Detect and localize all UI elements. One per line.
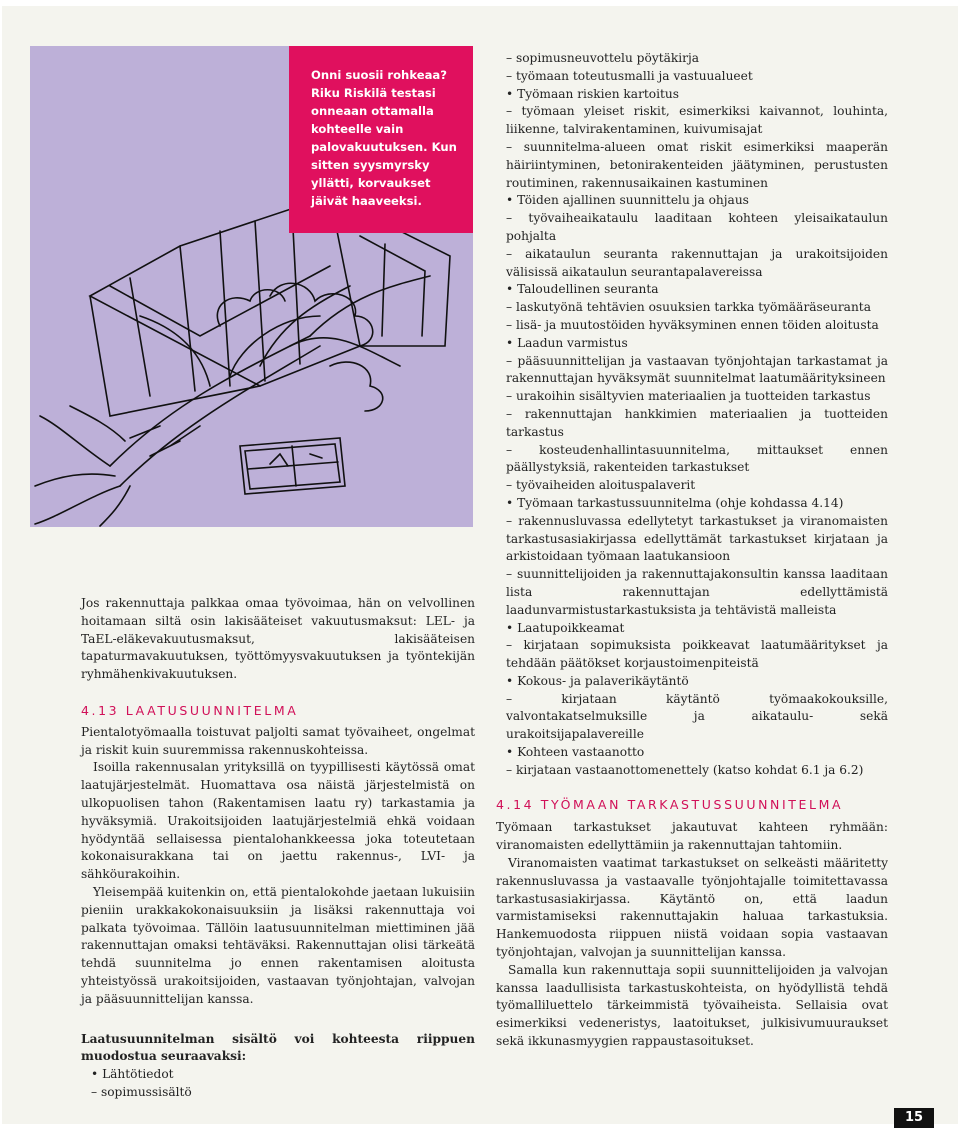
list-dash-item: – kosteudenhallintasuunnitelma, mittaukset ennen päällystyksiä, rakenteiden tarkastukset	[506, 442, 888, 475]
paragraph: Isoilla rakennusalan yrityksillä on tyypillisesti käytössä omat laatujärjestelmät. Huomattava osa näistä järjestelmistä on ulkopuolisen tahon (Rakentamisen laatu ry) tarkastamia ja hyväksymiä. Urakoitsijoiden laatujärjestelmiä ehkä voidaan hyödyntää sellaisessa pientalohankkeessa joka toteutetaan kokonaisurakkana tai on jaettu rakennus-, LVI- ja sähköurakoihin.	[81, 760, 475, 882]
list-lead: Laatusuunnitelman sisältö voi kohteesta riippuen muodostua seuraavaksi:	[81, 1031, 475, 1064]
paragraph: Yleisempää kuitenkin on, että pientalokohde jaetaan lukuisiin pieniin urakkakokonaisuuksiin ja lisäksi rakennuttaja voi palkata työvoimaa. Tällöin laatusuunnitelman miettiminen jää rakennuttajan omaksi tehtäväksi. Rakennuttajan olisi tärkeätä tehdä suunnitelma jo ennen rakentamisen aloitusta yhteistyössä urakoitsijoiden, vastaavan työnjohtajan, valvojan ja pääsuunnittelijan kanssa.	[81, 884, 475, 1006]
list-dash-item: – työvaiheaikataulu laaditaan kohteen yleisaikataulun pohjalta	[506, 211, 888, 243]
list-bullet-item: • Kohteen vastaanotto	[506, 745, 645, 760]
list-dash-item: – kirjataan vastaanottomenettely (katso kohdat 6.1 ja 6.2)	[506, 762, 864, 777]
callout-text: Onni suosii rohkeaa? Riku Riskilä testasi onneaan ottamalla kohteelle vain palovakuutuksen. Kun sitten syysmyrsky yllätti, korvaukset jäivät haaveeksi.	[311, 68, 457, 208]
list-dash-item: – urakoihin sisältyvien materiaalien ja tuotteiden tarkastus	[506, 389, 871, 404]
list-bullet-item: • Työmaan tarkastussuunnitelma (ohje kohdassa 4.14)	[506, 495, 844, 510]
quality-plan-list	[496, 50, 888, 780]
list-dash-item: – suunnittelijoiden ja rakennuttajakonsultin kanssa laaditaan lista rakennuttajan edellyttämistä laadunvarmistustarkastuksista ja tehtävistä malleista	[506, 567, 888, 617]
list-dash-item: – kirjataan sopimuksista poikkeavat laatumääritykset ja tehdään päätökset korjaustoimenpiteistä	[506, 638, 888, 671]
list-dash-item: – suunnitelma-alueen omat riskit esimerkiksi maaperän häiriintyminen, betonirakenteiden jäätyminen, perustusten routiminen, rakennusaikainen kastuminen	[506, 139, 888, 190]
paragraph: Pientalotyömaalla toistuvat paljolti samat työvaiheet, ongelmat ja riskit kuin suuremmissa rakennuskohteissa.	[81, 724, 475, 757]
right-column	[496, 50, 888, 1051]
list-item: • Lähtötiedot	[91, 1067, 174, 1082]
page-number: 15	[894, 1108, 934, 1128]
list-bullet-item: • Kokous- ja palaverikäytäntö	[506, 673, 689, 688]
list-dash-item: – lisä- ja muutostöiden hyväksyminen ennen töiden aloitusta	[506, 317, 879, 332]
paragraph: Työmaan tarkastukset jakautuvat kahteen ryhmään: viranomaisten edellyttämiin ja rakennuttajan tahtomiin.	[496, 820, 888, 853]
list-dash-item: – aikataulun seuranta rakennuttajan ja urakoitsijoiden välisissä aikataulun seurantapalavereissa	[506, 246, 888, 279]
list-dash-item: – kirjataan käytäntö työmaakokouksille, valvontakatselmuksille ja aikataulu- sekä urakoitsijapalavereille	[506, 691, 888, 742]
paragraph: Samalla kun rakennuttaja sopii suunnittelijoiden ja valvojan kanssa laadullisista tarkastuskohteista, on hyödyllistä tehdä työmalliluettelo tärkeimmistä työvaiheista. Sellaisia ovat esimerkiksi vedeneristys, laatoitukset, julkisivumuuraukset sekä ikkunasmyygien rappaustasoitukset.	[496, 962, 888, 1049]
intro-paragraph: Jos rakennuttaja palkkaa omaa työvoimaa, hän on velvollinen hoitamaan siltä osin lakisääteiset vakuutusmaksut: LEL- ja TaEL-eläkevakuutusmaksut, lakisääteisen tapaturmavakuutuksen, työttömyysvakuutuksen ja työntekijän ryhmähenkivakuutuksen.	[81, 596, 475, 682]
list-dash-item: – työmaan yleiset riskit, esimerkiksi kaivannot, louhinta, liikenne, talvirakentaminen, kuivumisajat	[506, 104, 888, 137]
list-item: – sopimussisältö	[91, 1084, 192, 1099]
left-column	[81, 595, 475, 1102]
callout-box	[289, 46, 473, 233]
list-bullet-item: • Taloudellinen seuranta	[506, 282, 659, 297]
list-dash-item: – työmaan toteutusmalli ja vastuualueet	[506, 68, 753, 83]
section-heading-4-13: 4.13 LAATUSUUNNITELMA	[81, 702, 299, 718]
list-dash-item: – pääsuunnittelijan ja vastaavan työnjohtajan tarkastamat ja rakennuttajan hyväksymät suunnitelmat laatumäärityksineen	[506, 353, 888, 386]
list-bullet-item: • Töiden ajallinen suunnittelu ja ohjaus	[506, 193, 749, 208]
list-bullet-item: • Laatupoikkeamat	[506, 620, 625, 635]
list-bullet-item: • Laadun varmistus	[506, 335, 628, 350]
list-dash-item: – rakennusluvassa edellytetyt tarkastukset ja viranomaisten tarkastusasiakirjassa edellyttämät tarkastukset kirjataan ja arkistoidaan työmaan laatukansioon	[506, 513, 888, 564]
list-dash-item: – työvaiheiden aloituspalaverit	[506, 478, 696, 493]
list-dash-item: – rakennuttajan hankkimien materiaalien ja tuotteiden tarkastus	[506, 406, 888, 439]
section-heading-4-14: 4.14 TYÖMAAN TARKASTUSSUUNNITELMA	[496, 796, 844, 812]
list-dash-item: – sopimusneuvottelu pöytäkirja	[506, 51, 700, 65]
paragraph: Viranomaisten vaatimat tarkastukset on selkeästi määritetty rakennusluvassa ja vastaavalle työnjohtajalle toimitettavassa tarkastusasiakirjassa. Käytäntö on, että laadun varmistamiseksi rakennuttajakin haluaa tarkastuksia. Hankemuodosta riippuen niistä voidaan sopia vastaavan työnjohtajan, valvojan ja suunnittelijan kanssa.	[496, 856, 888, 960]
list-bullet-item: • Työmaan riskien kartoitus	[506, 86, 680, 101]
list-dash-item: – laskutyönä tehtävien osuuksien tarkka työmääräseuranta	[506, 300, 871, 315]
